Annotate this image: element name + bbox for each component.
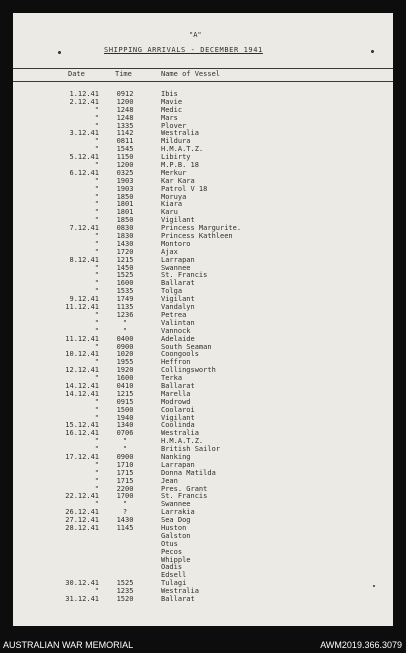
row-date-cell: 7.12.41 <box>69 224 99 233</box>
row-time-cell: " <box>122 500 128 509</box>
row-vessel-cell: Kiara <box>161 200 183 209</box>
paper-mark <box>373 585 375 587</box>
row-date-cell <box>59 557 99 565</box>
row-time-cell: 1500 <box>116 405 134 414</box>
row-date-cell: " <box>94 413 99 422</box>
row-date-cell: " <box>94 310 99 319</box>
row-date-cell: " <box>94 500 99 509</box>
row-date-cell: " <box>94 587 99 596</box>
row-date-cell: " <box>94 145 99 154</box>
row-date-cell: 22.12.41 <box>65 492 99 501</box>
row-date-cell: 5.12.41 <box>69 153 99 162</box>
row-time-cell: 0912 <box>116 90 134 98</box>
row-vessel-cell: Vigilant <box>161 413 195 422</box>
row-time-cell: 1525 <box>116 271 134 280</box>
row-date-cell: " <box>94 208 99 217</box>
row-time-cell: 0915 <box>116 397 134 406</box>
row-time-cell: 2200 <box>116 484 134 493</box>
row-date-cell: 6.12.41 <box>69 168 99 177</box>
row-date-cell: " <box>94 192 99 201</box>
header-top-rule <box>13 68 393 69</box>
row-vessel-cell: Huston <box>161 523 187 532</box>
row-time-cell: " <box>122 445 128 454</box>
row-time-cell: 1430 <box>116 239 134 248</box>
row-date-cell <box>59 533 99 541</box>
row-time-cell: " <box>122 326 128 335</box>
row-time-cell: 0325 <box>116 168 134 177</box>
row-vessel-cell: Princess Margurite. <box>161 224 242 233</box>
row-date-cell: " <box>94 405 99 414</box>
row-vessel-cell: Nanking <box>161 452 191 461</box>
row-date-cell: " <box>94 437 99 446</box>
row-vessel-cell: Vannock <box>161 326 191 335</box>
row-time-cell: 1749 <box>116 295 134 304</box>
row-time-cell: 1215 <box>116 389 134 398</box>
row-date-cell: " <box>94 113 99 122</box>
row-vessel-cell: Kar Kara <box>161 176 195 185</box>
row-date-cell: 1.12.41 <box>69 90 99 98</box>
row-date-cell: " <box>94 445 99 454</box>
row-time-cell: 1525 <box>116 579 134 588</box>
row-vessel-cell: Pres. Grant <box>161 484 208 493</box>
row-vessel-cell: Heffron <box>161 358 191 367</box>
row-date-cell: " <box>94 216 99 225</box>
row-date-cell: " <box>94 105 99 114</box>
row-time-cell: 1600 <box>116 279 134 288</box>
column-header-time: Time <box>115 70 132 78</box>
row-vessel-cell: St. Francis <box>161 271 208 280</box>
row-vessel-cell: Patrol V 18 <box>161 184 208 193</box>
row-vessel-cell: Whipple <box>161 555 191 564</box>
row-vessel-cell: Karu <box>161 208 178 217</box>
row-vessel-cell: Marella <box>161 389 191 398</box>
row-date-cell: 8.12.41 <box>69 255 99 264</box>
row-time-cell: 1903 <box>116 176 134 185</box>
row-vessel-cell: Merkur <box>161 168 187 177</box>
row-time-cell: 1520 <box>116 595 134 603</box>
row-vessel-cell: Galston <box>161 531 191 540</box>
row-time-cell: 1700 <box>116 492 134 501</box>
row-vessel-cell: H.M.A.T.Z. <box>161 145 204 154</box>
row-vessel-cell: Swannee <box>161 263 191 272</box>
row-date-cell: " <box>94 176 99 185</box>
row-date-cell: " <box>94 137 99 146</box>
row-date-cell: " <box>94 279 99 288</box>
row-time-cell: 1715 <box>116 476 134 485</box>
row-vessel-cell: Valintan <box>161 318 195 327</box>
row-vessel-cell: Coolinda <box>161 421 195 430</box>
document-page <box>13 13 393 626</box>
row-time-cell: 0900 <box>116 452 134 461</box>
row-vessel-cell: Coongools <box>161 350 199 359</box>
punch-hole-mark <box>371 50 374 53</box>
row-date-cell: 11.12.41 <box>65 334 99 343</box>
row-time-cell: 0706 <box>116 429 134 438</box>
row-date-cell: " <box>94 374 99 383</box>
row-vessel-cell: M.P.B. 18 <box>161 161 199 170</box>
row-time-cell: " <box>122 318 128 327</box>
row-date-cell: 27.12.41 <box>65 516 99 525</box>
row-time-cell: 1600 <box>116 374 134 383</box>
row-date-cell: " <box>94 239 99 248</box>
row-vessel-cell: Ballarat <box>161 595 195 603</box>
row-vessel-cell: Coolaroi <box>161 405 195 414</box>
row-time-cell: 1340 <box>116 421 134 430</box>
row-time-cell: 1920 <box>116 366 134 375</box>
row-time-cell: 1715 <box>116 468 134 477</box>
row-date-cell: " <box>94 484 99 493</box>
row-time-cell: 0900 <box>116 342 134 351</box>
row-time-cell: ? <box>122 508 128 517</box>
row-vessel-cell: Ibis <box>161 90 178 98</box>
row-vessel-cell: Tolga <box>161 287 183 296</box>
row-date-cell: " <box>94 397 99 406</box>
row-vessel-cell: Tulagi <box>161 579 187 588</box>
document-title: SHIPPING ARRIVALS - DECEMBER 1941 <box>104 46 263 54</box>
row-time-cell: " <box>122 437 128 446</box>
row-date-cell: " <box>94 263 99 272</box>
row-date-cell: 17.12.41 <box>65 452 99 461</box>
row-vessel-cell: British Sailor <box>161 445 221 454</box>
row-time-cell: 1200 <box>116 97 134 106</box>
row-time-cell: 1801 <box>116 208 134 217</box>
row-date-cell: 31.12.41 <box>65 595 99 603</box>
row-time-cell: 1142 <box>116 129 134 138</box>
row-date-cell <box>59 549 99 557</box>
row-date-cell: " <box>94 460 99 469</box>
row-time-cell: 1236 <box>116 310 134 319</box>
punch-hole-mark <box>58 51 61 54</box>
row-vessel-cell: Pecos <box>161 547 183 556</box>
row-vessel-cell: Oadis <box>161 563 183 572</box>
row-date-cell: 14.12.41 <box>65 389 99 398</box>
row-vessel-cell: Plover <box>161 121 187 130</box>
row-vessel-cell: Donna Matilda <box>161 468 216 477</box>
row-vessel-cell: Westralia <box>161 429 199 438</box>
row-time-cell: 1903 <box>116 184 134 193</box>
row-time-cell: 1200 <box>116 161 134 170</box>
row-date-cell: " <box>94 247 99 256</box>
row-vessel-cell: Terka <box>161 374 183 383</box>
row-time-cell: 0410 <box>116 381 134 390</box>
row-vessel-cell: Mavie <box>161 97 183 106</box>
column-header-date: Date <box>68 70 85 78</box>
row-vessel-cell: Ajax <box>161 247 178 256</box>
row-vessel-cell: Mars <box>161 113 178 122</box>
row-vessel-cell: Jean <box>161 476 178 485</box>
row-time-cell: 1020 <box>116 350 134 359</box>
row-vessel-cell: Larrakia <box>161 508 195 517</box>
row-vessel-cell: Otus <box>161 539 178 548</box>
row-time-cell: 1430 <box>116 516 134 525</box>
row-time-cell: 1801 <box>116 200 134 209</box>
row-date-cell <box>59 541 99 549</box>
row-time-cell: 0400 <box>116 334 134 343</box>
column-header-vessel: Name of Vessel <box>161 70 221 78</box>
row-date-cell: " <box>94 468 99 477</box>
row-date-cell: " <box>94 287 99 296</box>
row-date-cell: " <box>94 476 99 485</box>
time-column <box>112 91 138 604</box>
row-date-cell: 16.12.41 <box>65 429 99 438</box>
row-time-cell: 1545 <box>116 145 134 154</box>
footer-institution: AUSTRALIAN WAR MEMORIAL <box>3 640 134 650</box>
row-time-cell: 1145 <box>116 523 134 532</box>
row-vessel-cell: Collingsworth <box>161 366 216 375</box>
row-vessel-cell: Mildura <box>161 137 191 146</box>
row-time-cell: 1235 <box>116 587 134 596</box>
row-date-cell: 9.12.41 <box>69 295 99 304</box>
row-vessel-cell: Medic <box>161 105 183 114</box>
row-time-cell: 1450 <box>116 263 134 272</box>
row-date-cell: " <box>94 121 99 130</box>
row-vessel-cell: Moruya <box>161 192 187 201</box>
row-vessel-cell: Westralia <box>161 587 199 596</box>
row-date-cell: 3.12.41 <box>69 129 99 138</box>
row-date-cell: " <box>94 200 99 209</box>
row-date-cell: 15.12.41 <box>65 421 99 430</box>
row-vessel-cell: Vigilant <box>161 216 195 225</box>
row-time-cell: 1535 <box>116 287 134 296</box>
row-date-cell: " <box>94 358 99 367</box>
row-vessel-cell: Edsell <box>161 571 187 580</box>
row-vessel-cell: Adelaide <box>161 334 195 343</box>
row-time-cell: 1248 <box>116 113 134 122</box>
row-vessel-cell: Modrowd <box>161 397 191 406</box>
row-date-cell: " <box>94 342 99 351</box>
page-marker: "A" <box>189 31 202 39</box>
row-time-cell: 0811 <box>116 137 134 146</box>
row-date-cell <box>59 564 99 572</box>
vessel-column <box>161 91 241 604</box>
row-time-cell: 1248 <box>116 105 134 114</box>
row-date-cell: 11.12.41 <box>65 303 99 312</box>
row-date-cell: 30.12.41 <box>65 579 99 588</box>
row-vessel-cell: Ballarat <box>161 381 195 390</box>
header-bottom-rule <box>13 81 393 82</box>
row-vessel-cell: Ballarat <box>161 279 195 288</box>
row-time-cell: 1940 <box>116 413 134 422</box>
row-time-cell: 1215 <box>116 255 134 264</box>
row-time-cell: 1830 <box>116 232 134 241</box>
row-vessel-cell: Larrapan <box>161 460 195 469</box>
row-vessel-cell: Libirty <box>161 153 191 162</box>
date-column <box>59 91 99 604</box>
row-time-cell: 1710 <box>116 460 134 469</box>
row-time-cell: 1955 <box>116 358 134 367</box>
row-time-cell: 1850 <box>116 216 134 225</box>
row-date-cell: 12.12.41 <box>65 366 99 375</box>
row-vessel-cell: Petrea <box>161 310 187 319</box>
row-time-cell: 1135 <box>116 303 134 312</box>
row-date-cell: 10.12.41 <box>65 350 99 359</box>
row-vessel-cell: St. Francis <box>161 492 208 501</box>
row-date-cell: 28.12.41 <box>65 523 99 532</box>
row-vessel-cell: H.M.A.T.Z. <box>161 437 204 446</box>
row-time-cell: 1720 <box>116 247 134 256</box>
row-date-cell: 26.12.41 <box>65 508 99 517</box>
row-date-cell: 14.12.41 <box>65 381 99 390</box>
row-date-cell: 2.12.41 <box>69 97 99 106</box>
row-date-cell: " <box>94 161 99 170</box>
row-vessel-cell: South Seaman <box>161 342 212 351</box>
row-time-cell: 1850 <box>116 192 134 201</box>
row-time-cell: 1335 <box>116 121 134 130</box>
row-date-cell: " <box>94 184 99 193</box>
row-vessel-cell: Sea Dog <box>161 516 191 525</box>
row-vessel-cell: Princess Kathleen <box>161 232 233 241</box>
row-vessel-cell: Westralia <box>161 129 199 138</box>
row-vessel-cell: Montoro <box>161 239 191 248</box>
row-vessel-cell: Vigilant <box>161 295 195 304</box>
row-time-cell: 1150 <box>116 153 134 162</box>
row-time-cell: 0830 <box>116 224 134 233</box>
row-date-cell: " <box>94 232 99 241</box>
row-vessel-cell: Swannee <box>161 500 191 509</box>
footer-accession-number: AWM2019.366.3079 <box>320 640 402 650</box>
row-date-cell: " <box>94 326 99 335</box>
row-vessel-cell: Vandalyn <box>161 303 195 312</box>
row-vessel-cell: Larrapan <box>161 255 195 264</box>
row-date-cell: " <box>94 271 99 280</box>
row-date-cell: " <box>94 318 99 327</box>
